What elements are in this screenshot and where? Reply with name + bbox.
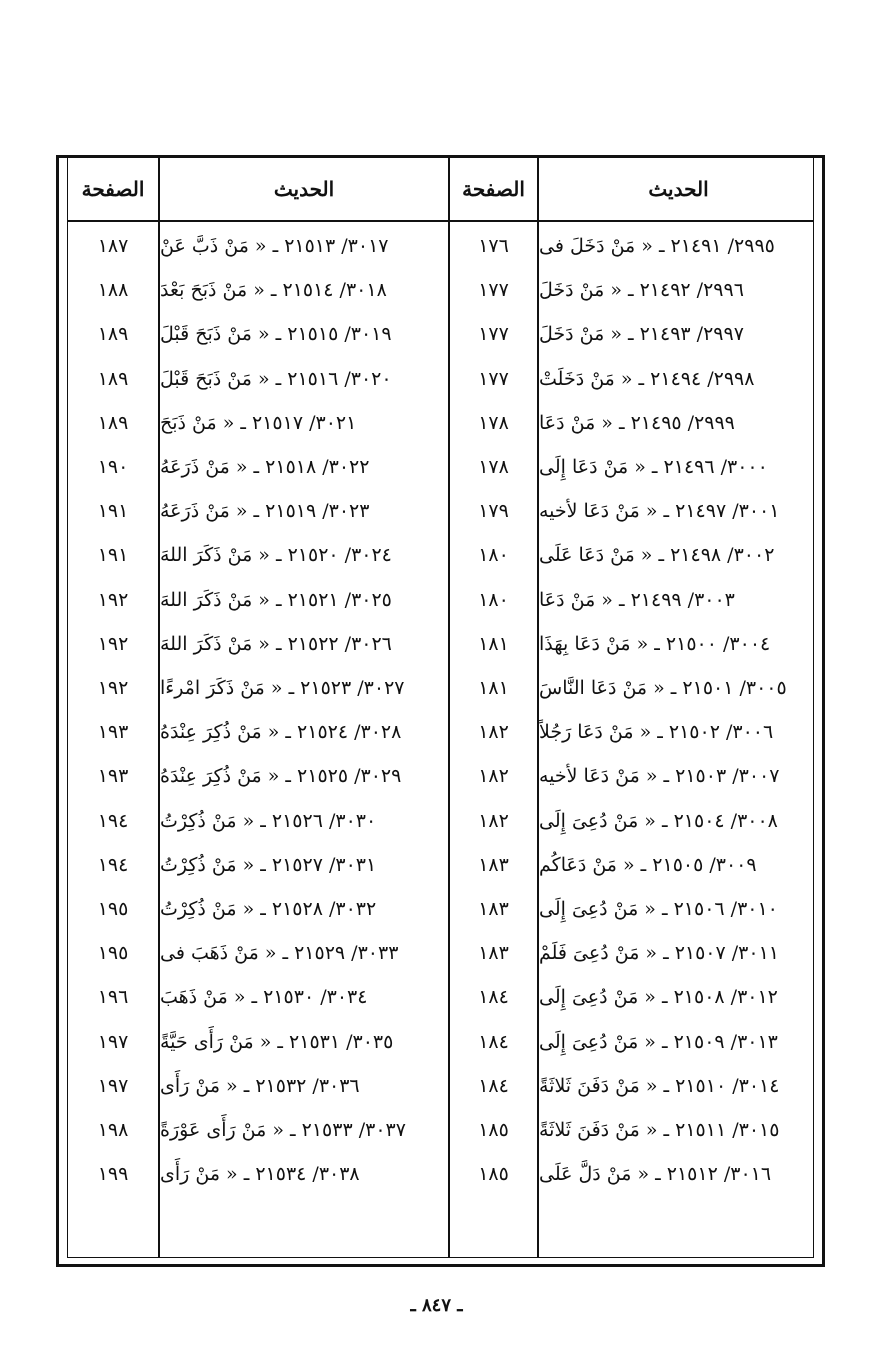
left-hadith-cell: ٣٠٢٠/ ٢١٥١٦ ـ « مَنْ ذَبَحَ قَبْلَ <box>160 367 392 390</box>
right-page-cell: ١٨٢ <box>478 721 509 744</box>
left-hadith-cell: ٣٠٢٧/ ٢١٥٢٣ ـ « مَنْ ذَكَرَ امْرءًا <box>160 677 405 699</box>
right-hadith-cell: ٢٩٩٩/ ٢١٤٩٥ ـ « مَنْ دَعَا <box>539 411 735 434</box>
right-hadith-cell: ٣٠٠٧/ ٢١٥٠٣ ـ « مَنْ دَعَا لأخيه <box>539 765 780 788</box>
table-row <box>68 533 813 577</box>
left-page-cell: ١٩٢ <box>97 677 129 699</box>
left-page-cell: ١٨٩ <box>97 367 129 390</box>
header-right-hadith: الحديث <box>648 177 709 201</box>
right-page-cell: ١٧٦ <box>478 235 509 257</box>
left-hadith-cell: ٣٠٢٢/ ٢١٥١٨ ـ « مَنْ ذَرَعَهُ <box>160 456 370 478</box>
table-row <box>68 710 813 754</box>
right-hadith-cell: ٣٠١٥/ ٢١٥١١ ـ « مَنْ دَفَنَ ثَلاثَةً <box>539 1119 780 1141</box>
left-hadith-cell: ٣٠٢٨/ ٢١٥٢٤ ـ « مَنْ ذُكِرَ عِنْدَهُ <box>160 721 402 744</box>
table-row <box>68 489 813 533</box>
right-hadith-cell: ٣٠٠٥/ ٢١٥٠١ ـ « مَنْ دَعَا النَّاسَ <box>539 677 787 699</box>
left-page-cell: ١٩٢ <box>97 632 129 655</box>
right-hadith-cell: ٣٠١٤/ ٢١٥١٠ ـ « مَنْ دَفَنَ ثَلاثَةً <box>539 1074 780 1097</box>
left-hadith-cell: ٣٠٣٤/ ٢١٥٣٠ ـ « مَنْ ذَهَبَ <box>160 986 368 1009</box>
header-right-page: الصفحة <box>462 177 525 201</box>
left-hadith-cell: ٣٠٢١/ ٢١٥١٧ ـ « مَنْ ذَبَحَ <box>160 411 357 434</box>
right-page-cell: ١٧٧ <box>478 367 509 390</box>
table-row <box>68 843 813 887</box>
right-page-cell: ١٧٩ <box>478 500 509 523</box>
left-page-cell: ١٩٥ <box>97 898 129 920</box>
table-row <box>68 1020 813 1064</box>
table-row <box>68 1108 813 1152</box>
right-page-cell: ١٨٥ <box>478 1119 509 1141</box>
right-hadith-cell: ٣٠٠٣/ ٢١٤٩٩ ـ « مَنْ دَعَا <box>539 588 735 611</box>
left-hadith-cell: ٣٠٢٤/ ٢١٥٢٠ ـ « مَنْ ذَكَرَ اللهَ <box>160 544 392 567</box>
left-page-cell: ١٩٦ <box>97 986 129 1009</box>
table-row <box>68 666 813 710</box>
table-row <box>68 931 813 975</box>
left-page-cell: ١٩٨ <box>97 1119 129 1141</box>
left-page-cell: ١٩٣ <box>97 765 129 788</box>
left-page-cell: ١٨٨ <box>97 279 129 302</box>
left-page-cell: ١٩٥ <box>97 942 129 965</box>
right-page-cell: ١٧٧ <box>478 279 509 302</box>
right-page-cell: ١٧٧ <box>478 323 509 346</box>
table-row <box>68 887 813 931</box>
left-hadith-cell: ٣٠٣١/ ٢١٥٢٧ ـ « مَنْ ذُكِرْتُ <box>160 853 377 876</box>
left-page-cell: ١٨٩ <box>97 411 129 434</box>
table-row <box>68 1064 813 1108</box>
right-hadith-cell: ٢٩٩٨/ ٢١٤٩٤ ـ « مَنْ دَخَلَتْ <box>539 367 755 390</box>
table-row <box>68 975 813 1019</box>
right-page-cell: ١٨٣ <box>478 898 509 920</box>
left-hadith-cell: ٣٠٢٦/ ٢١٥٢٢ ـ « مَنْ ذَكَرَ اللهَ <box>160 632 392 655</box>
right-hadith-cell: ٣٠١٠/ ٢١٥٠٦ ـ « مَنْ دُعِىَ إِلَى <box>539 898 778 920</box>
header-divider <box>68 220 813 222</box>
right-page-cell: ١٧٨ <box>478 456 509 478</box>
right-page-cell: ١٨١ <box>478 632 509 655</box>
right-hadith-cell: ٣٠٠٢/ ٢١٤٩٨ ـ « مَنْ دَعَا عَلَى <box>539 544 775 567</box>
table-row <box>68 445 813 489</box>
right-page-cell: ١٨٤ <box>478 1074 509 1097</box>
left-hadith-cell: ٣٠٣٨/ ٢١٥٣٤ ـ « مَنْ رَأَى <box>160 1163 360 1186</box>
left-page-cell: ١٩٧ <box>97 1074 129 1097</box>
table-row <box>68 1152 813 1196</box>
right-page-cell: ١٨٢ <box>478 765 509 788</box>
right-page-cell: ١٨٣ <box>478 942 509 965</box>
right-hadith-cell: ٣٠٠١/ ٢١٤٩٧ ـ « مَنْ دَعَا لأخيه <box>539 500 780 523</box>
table-row <box>68 799 813 843</box>
table-row <box>68 754 813 798</box>
left-page-cell: ١٩٠ <box>97 456 129 478</box>
right-hadith-cell: ٢٩٩٦/ ٢١٤٩٢ ـ « مَنْ دَخَلَ <box>539 279 744 302</box>
right-hadith-cell: ٣٠١١/ ٢١٥٠٧ ـ « مَنْ دُعِىَ فَلَمْ <box>539 942 779 965</box>
left-page-cell: ١٩٢ <box>97 588 129 611</box>
left-hadith-cell: ٣٠٢٥/ ٢١٥٢١ ـ « مَنْ ذَكَرَ اللهَ <box>160 588 392 611</box>
left-hadith-cell: ٣٠٣٣/ ٢١٥٢٩ ـ « مَنْ ذَهَبَ فى <box>160 942 399 965</box>
left-page-cell: ١٨٧ <box>97 235 129 257</box>
right-hadith-cell: ٢٩٩٧/ ٢١٤٩٣ ـ « مَنْ دَخَلَ <box>539 323 744 346</box>
left-hadith-cell: ٣٠١٧/ ٢١٥١٣ ـ « مَنْ ذَبَّ عَنْ <box>160 235 389 257</box>
right-page-cell: ١٨٤ <box>478 986 509 1009</box>
table-row <box>68 622 813 666</box>
left-page-cell: ١٩٩ <box>97 1163 129 1186</box>
left-page-cell: ١٩٣ <box>97 721 129 744</box>
left-hadith-cell: ٣٠٢٣/ ٢١٥١٩ ـ « مَنْ ذَرَعَهُ <box>160 500 370 523</box>
index-table-frame <box>56 155 825 1267</box>
table-row <box>68 401 813 445</box>
left-page-cell: ١٩١ <box>97 544 129 567</box>
header-left-hadith: الحديث <box>273 177 335 201</box>
right-page-cell: ١٨٤ <box>478 1030 509 1053</box>
left-page-cell: ١٨٩ <box>97 323 129 346</box>
left-hadith-cell: ٣٠٣٠/ ٢١٥٢٦ ـ « مَنْ ذُكِرْتُ <box>160 809 377 832</box>
table-row <box>68 357 813 401</box>
right-page-cell: ١٨٠ <box>478 544 509 567</box>
left-page-cell: ١٩١ <box>97 500 129 523</box>
right-hadith-cell: ٢٩٩٥/ ٢١٤٩١ ـ « مَنْ دَخَلَ فى <box>539 235 775 257</box>
left-hadith-cell: ٣٠٣٥/ ٢١٥٣١ ـ « مَنْ رَأَى حَيَّةً <box>160 1030 394 1053</box>
left-page-cell: ١٩٧ <box>97 1030 129 1053</box>
left-page-cell: ١٩٤ <box>97 853 129 876</box>
right-page-cell: ١٧٨ <box>478 411 509 434</box>
table-row <box>68 268 813 312</box>
right-hadith-cell: ٣٠٠٤/ ٢١٥٠٠ ـ « مَنْ دَعَا بِهَذَا <box>539 632 771 655</box>
header-left-page: الصفحة <box>81 177 145 201</box>
left-hadith-cell: ٣٠٢٩/ ٢١٥٢٥ ـ « مَنْ ذُكِرَ عِنْدَهُ <box>160 765 402 788</box>
right-page-cell: ١٨٣ <box>478 853 509 876</box>
table-row <box>68 578 813 622</box>
right-hadith-cell: ٣٠٠٦/ ٢١٥٠٢ ـ « مَنْ دَعَا رَجُلاً <box>539 721 774 744</box>
right-page-cell: ١٨٥ <box>478 1163 509 1186</box>
left-hadith-cell: ٣٠٣٢/ ٢١٥٢٨ ـ « مَنْ ذُكِرْتُ <box>160 898 377 920</box>
table-row <box>68 312 813 356</box>
page-number: ـ ٨٤٧ ـ <box>410 1295 463 1316</box>
right-hadith-cell: ٣٠٠٨/ ٢١٥٠٤ ـ « مَنْ دُعِىَ إِلَى <box>539 809 778 832</box>
right-page-cell: ١٨١ <box>478 677 509 699</box>
left-hadith-cell: ٣٠١٨/ ٢١٥١٤ ـ « مَنْ ذَبَحَ بَعْدَ <box>160 279 387 302</box>
right-page-cell: ١٨٢ <box>478 809 509 832</box>
right-page-cell: ١٨٠ <box>478 588 509 611</box>
table-row <box>68 224 813 268</box>
left-hadith-cell: ٣٠٣٧/ ٢١٥٣٣ ـ « مَنْ رَأَى عَوْرَةً <box>160 1119 406 1141</box>
left-page-cell: ١٩٤ <box>97 809 129 832</box>
left-hadith-cell: ٣٠١٩/ ٢١٥١٥ ـ « مَنْ ذَبَحَ قَبْلَ <box>160 323 392 346</box>
right-hadith-cell: ٣٠١٦/ ٢١٥١٢ ـ « مَنْ دَلَّ عَلَى <box>539 1163 772 1186</box>
left-hadith-cell: ٣٠٣٦/ ٢١٥٣٢ ـ « مَنْ رَأَى <box>160 1074 360 1097</box>
index-table <box>67 158 814 1258</box>
right-hadith-cell: ٣٠٠٩/ ٢١٥٠٥ ـ « مَنْ دَعَاكُم <box>539 853 757 876</box>
right-hadith-cell: ٣٠١٢/ ٢١٥٠٨ ـ « مَنْ دُعِىَ إِلَى <box>539 986 778 1009</box>
right-hadith-cell: ٣٠١٣/ ٢١٥٠٩ ـ « مَنْ دُعِىَ إِلَى <box>539 1030 778 1053</box>
right-hadith-cell: ٣٠٠٠/ ٢١٤٩٦ ـ « مَنْ دَعَا إِلَى <box>539 456 768 478</box>
